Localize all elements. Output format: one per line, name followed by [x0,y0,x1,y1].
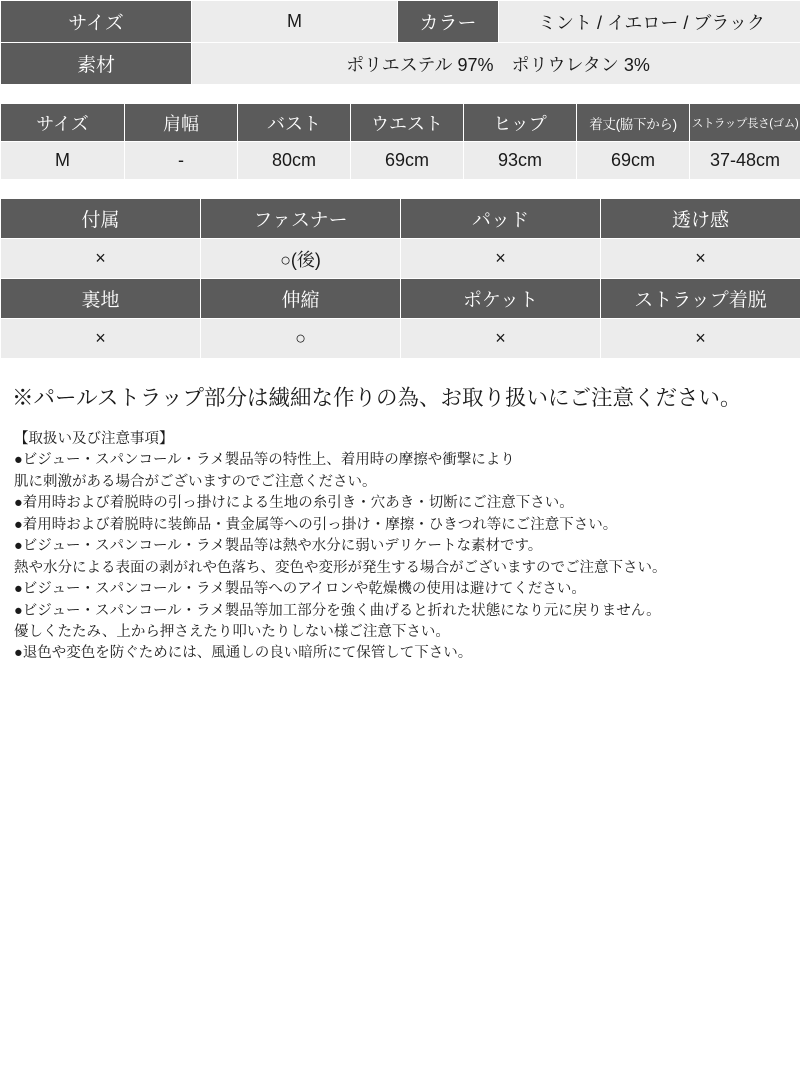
col-header-strap-length: ストラップ長さ(ゴム) [690,104,800,142]
care-line: 熱や水分による表面の剥がれや色落ち、変色や変形が発生する場合がございますのでご注意下さい。 [14,559,667,576]
spacer [0,180,800,198]
col-header-pocket: ポケット [401,279,601,319]
col-header-length: 着丈(脇下から) [577,104,690,142]
size-label-header: サイズ [1,1,192,43]
table-row [1,43,800,85]
care-line: ●ビジュー・スパンコール・ラメ製品等は熱や水分に弱いデリケートな素材です。 [14,538,543,555]
care-line: ●着用時および着脱時の引っ掛けによる生地の糸引き・穴あき・切断にご注意下さい。 [14,495,574,512]
value-waist: 69cm [351,142,464,180]
col-header-stretch: 伸縮 [201,279,401,319]
care-line: ●ビジュー・スパンコール・ラメ製品等の特性上、着用時の摩擦や衝撃により [14,452,515,469]
col-header-pad: パッド [401,199,601,239]
basic-info-table [0,0,800,85]
value-size: M [1,142,125,180]
size-value: M [192,1,398,43]
value-strap-detach: × [601,319,800,359]
spacer [0,85,800,103]
table-header-row [1,279,800,319]
table-row [1,239,800,279]
col-header-lining: 裏地 [1,279,201,319]
care-line: ●ビジュー・スパンコール・ラメ製品等へのアイロンや乾燥機の使用は避けてください。 [14,581,586,598]
value-zipper: ○(後) [201,239,401,279]
value-strap-length: 37-48cm [690,142,800,180]
care-line: 肌に刺激がある場合がございますのでご注意ください。 [14,473,377,490]
care-title: 【取扱い及び注意事項】 [14,430,174,447]
table-header-row [1,104,800,142]
material-label-header: 素材 [1,43,192,85]
col-header-zipper: ファスナー [201,199,401,239]
value-pad: × [401,239,601,279]
measurements-table [0,103,800,180]
value-pocket: × [401,319,601,359]
col-header-sheerness: 透け感 [601,199,800,239]
care-line: ●着用時および着脱時に装飾品・貴金属等への引っ掛け・摩擦・ひきつれ等にご注意下さい。 [14,516,618,533]
value-shoulder: - [125,142,238,180]
table-row [1,1,800,43]
col-header-hip: ヒップ [464,104,577,142]
value-stretch: ○ [201,319,401,359]
care-line: ●ビジュー・スパンコール・ラメ製品等加工部分を強く曲げると折れた状態になり元に戻りません。 [14,602,661,619]
col-header-strap-detach: ストラップ着脱 [601,279,800,319]
col-header-shoulder: 肩幅 [125,104,238,142]
features-table [0,198,800,359]
pearl-strap-notice: ※パールストラップ部分は繊細な作りの為、お取り扱いにご注意ください。 [12,386,742,410]
material-value: ポリエステル 97% ポリウレタン 3% [192,43,800,85]
col-header-waist: ウエスト [351,104,464,142]
care-line: 優しくたたみ、上から押さえたり叩いたりしない様ご注意下さい。 [14,624,450,641]
value-bust: 80cm [238,142,351,180]
table-header-row [1,199,800,239]
care-line: ●退色や変色を防ぐためには、風通しの良い暗所にて保管して下さい。 [14,645,473,662]
care-instructions [0,413,800,665]
col-header-size: サイズ [1,104,125,142]
table-row [1,319,800,359]
value-hip: 93cm [464,142,577,180]
value-accessory: × [1,239,201,279]
value-sheerness: × [601,239,800,279]
color-label-header: カラー [398,1,499,43]
table-row [1,142,800,180]
color-value: ミント / イエロー / ブラック [499,1,800,43]
col-header-bust: バスト [238,104,351,142]
value-length: 69cm [577,142,690,180]
col-header-accessory: 付属 [1,199,201,239]
value-lining: × [1,319,201,359]
